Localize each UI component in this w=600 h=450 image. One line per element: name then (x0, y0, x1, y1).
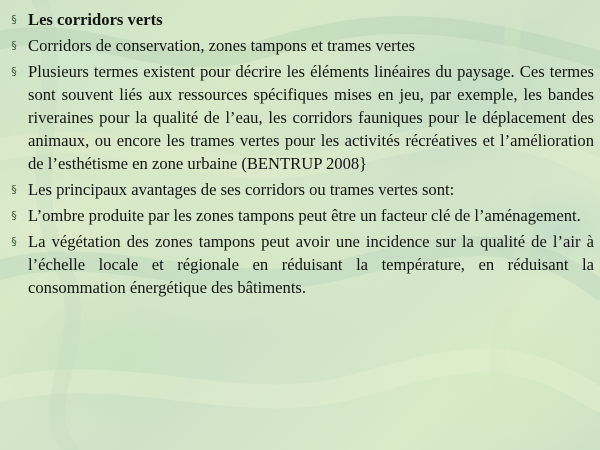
list-item-text: Corridors de conservation, zones tampons et trames vertes (28, 36, 416, 55)
section-sign-icon: § (11, 209, 17, 222)
list-item (8, 230, 594, 299)
section-sign-icon: § (11, 235, 17, 248)
list-item-text: Les corridors verts (28, 10, 163, 29)
list-item (8, 34, 594, 57)
section-sign-icon: § (11, 65, 17, 78)
list-item-text: L’ombre produite par les zones tampons peut être un facteur clé de l’aménagement. (28, 206, 581, 225)
list-item (8, 204, 594, 227)
section-sign-icon: § (11, 39, 17, 52)
list-item-title (8, 8, 594, 31)
list-item-text: Plusieurs termes existent pour décrire les éléments linéaires du paysage. Ces termes sont souvent liés aux ressources spécifiques mises en jeu, par exemple, les bandes riveraines pour la qualité de l’eau, les corridors fauniques pour le déplacement des animaux, ou encore les trames vertes pour les activités récréatives et l’amélioration de l’esthétisme en zone urbaine (BENTRUP 2008} (28, 62, 594, 173)
list-item-text: La végétation des zones tampons peut avoir une incidence sur la qualité de l’air à l’échelle locale et régionale en réduisant la température, en réduisant la consommation énergétique des bâtiments. (28, 232, 594, 297)
bullet-list (8, 8, 594, 302)
list-item (8, 60, 594, 175)
section-sign-icon: § (11, 13, 17, 26)
section-sign-icon: § (11, 183, 17, 196)
list-item (8, 178, 594, 201)
list-item-text: Les principaux avantages de ses corridors ou trames vertes sont: (28, 180, 455, 199)
